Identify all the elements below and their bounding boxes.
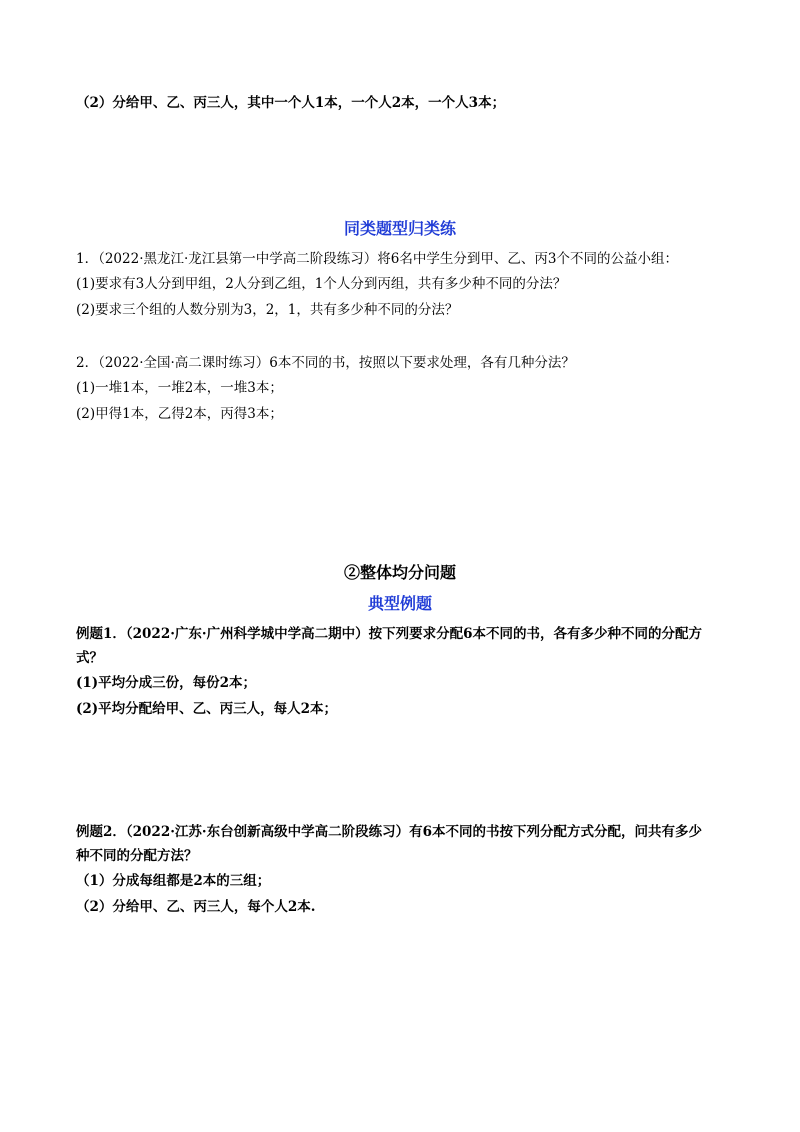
top-item-text: （2）分给甲、乙、丙三人，其中一个人1本，一个人2本，一个人3本； — [76, 95, 506, 111]
problem-1-part-1: (1)要求有3人分到甲组，2人分到乙组，1个人分到丙组，共有多少种不同的分法？ — [76, 276, 567, 292]
example-2-part-1: （1）分成每组都是2本的三组； — [76, 873, 271, 889]
section-subtitle: 典型例题 — [367, 594, 432, 613]
example-1-part-2: (2)平均分配给甲、乙、丙三人，每人2本； — [76, 701, 338, 717]
example-1-stem-line1: 例题1．（2022·广东·广州科学城中学高二期中）按下列要求分配6本不同的书，各有多少种不同的分配方 — [76, 626, 703, 642]
problem-1-part-2: (2)要求三个组的人数分别为3，2，1，共有多少种不同的分法？ — [76, 302, 459, 318]
problem-2-stem: 2．（2022·全国·高二课时练习）6本不同的书，按照以下要求处理，各有几种分法？ — [76, 355, 575, 371]
problem-1-stem: 1．（2022·黑龙江·龙江县第一中学高二阶段练习）将6名中学生分到甲、乙、丙3个不同的公益小组： — [76, 251, 678, 267]
problem-2-part-2: (2)甲得1本，乙得2本，丙得3本； — [76, 406, 283, 422]
section-heading-practice: 同类题型归类练 — [343, 219, 456, 238]
problem-2-part-1: (1)一堆1本，一堆2本，一堆3本； — [76, 380, 283, 396]
example-2-stem-line1: 例题2．（2022·江苏·东台创新高级中学高二阶段练习）有6本不同的书按下列分配方式分配，问共有多少 — [76, 824, 703, 840]
example-2-stem-line2: 种不同的分配方法？ — [76, 848, 198, 864]
example-1-stem-line2: 式？ — [76, 650, 103, 666]
section-title: ②整体均分问题 — [343, 563, 456, 582]
example-2-part-2: （2）分给甲、乙、丙三人，每个人2本. — [76, 899, 316, 915]
example-1-part-1: (1)平均分成三份，每份2本； — [76, 675, 257, 691]
